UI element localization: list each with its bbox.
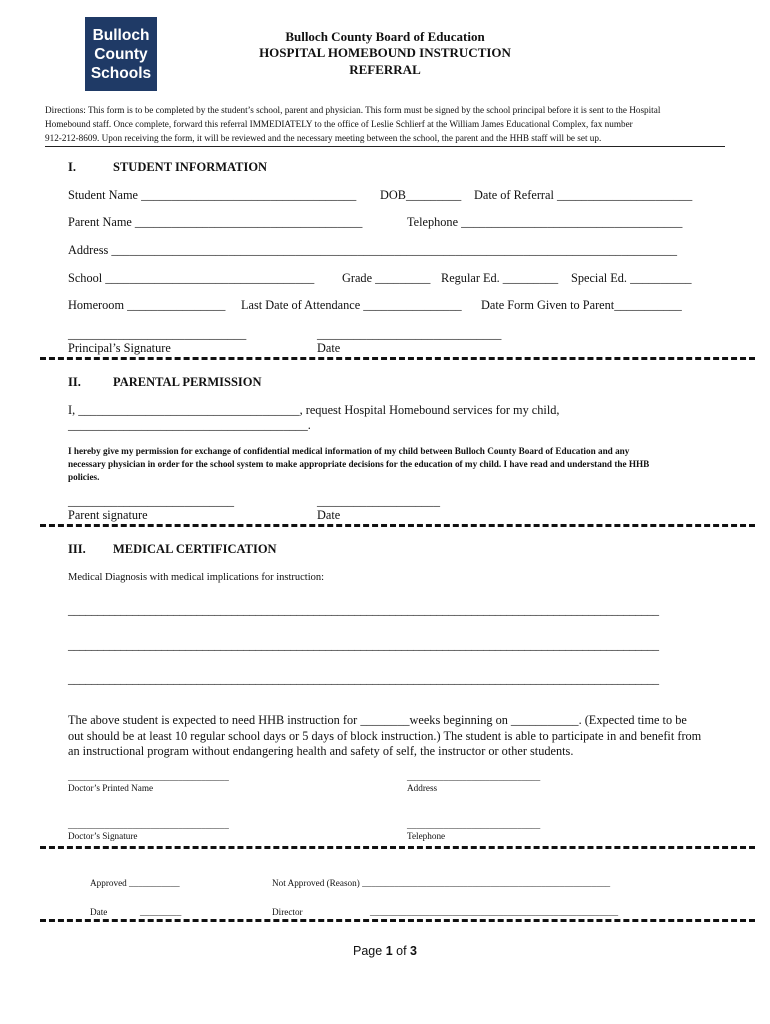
parent-telephone-field[interactable]: Telephone ____________________________________ (407, 215, 683, 229)
address-field[interactable]: Address ____________________________________________________________________________________________ (68, 243, 678, 257)
office-date-line[interactable]: _________ (140, 907, 182, 917)
doctor-printed-name-label: Doctor’s Printed Name (68, 783, 154, 793)
header-rule (45, 146, 725, 147)
principal-date-label: Date (317, 341, 341, 355)
page-current: 1 (385, 944, 393, 958)
last-date-of-attendance-field[interactable]: Last Date of Attendance ________________ (241, 298, 462, 312)
director-label: Director (272, 907, 303, 917)
expected-line-2: out should be at least 10 regular school days or 5 days of block instruction.) The student is able to participate in and benefit from (68, 728, 702, 743)
medical-diagnosis-label: Medical Diagnosis with medical implications for instruction: (68, 572, 325, 583)
parent-date-line[interactable]: ____________________ (317, 494, 440, 508)
directions (45, 103, 725, 145)
doctor-signature-line[interactable]: ___________________________________ (68, 820, 229, 830)
header-form-title: HOSPITAL HOMEBOUND INSTRUCTION (259, 45, 511, 60)
header-organization: Bulloch County Board of Education (285, 29, 485, 44)
section-1-number: I. (68, 160, 76, 174)
homeroom-field[interactable]: Homeroom ________________ (68, 298, 226, 312)
principal-signature-label: Principal’s Signature (68, 341, 171, 355)
section-2-title: PARENTAL PERMISSION (113, 375, 262, 389)
directions-line-1: Directions: This form is to be completed by the student’s school, parent and physician. This form must be signed by the school principal before it is sent to the Hospital (45, 105, 661, 115)
diagnosis-line-3[interactable]: _____________________________________________________________________________________________________ (68, 672, 659, 686)
page-total: 3 (410, 944, 417, 958)
consent-line-1: I hereby give my permission for exchange of confidential medical information of my child between Bulloch County Board of Education and any (68, 446, 630, 456)
director-signature-line[interactable]: ______________________________________________________ (370, 907, 619, 917)
page-of: of (392, 944, 411, 958)
section-3-title: MEDICAL CERTIFICATION (113, 542, 277, 556)
consent-line-2: necessary physician in order for the school system to make appropriate decisions for the education of my child. I have read and understand the HHB (68, 459, 650, 469)
parent-signature-label: Parent signature (68, 508, 148, 522)
parent-request-line-1[interactable]: I, ____________________________________, request Hospital Homebound services for my child, (68, 403, 560, 417)
logo-line-1: Bulloch (92, 26, 150, 44)
page-number (0, 944, 770, 958)
regular-ed-field[interactable]: Regular Ed. _________ (441, 271, 559, 285)
section-divider-3 (40, 846, 755, 849)
principal-signature-line[interactable]: _____________________________ (68, 327, 247, 341)
approved-field[interactable]: Approved ___________ (90, 878, 180, 888)
section-divider-1 (40, 357, 755, 360)
expected-duration-statement (68, 713, 718, 760)
diagnosis-line-2[interactable]: _____________________________________________________________________________________________________ (68, 638, 659, 652)
dob-field[interactable]: DOB_________ (380, 188, 462, 202)
parent-date-label: Date (317, 508, 341, 522)
parent-signature-line[interactable]: ___________________________ (68, 494, 235, 508)
page-prefix: Page (353, 944, 386, 958)
diagnosis-line-1[interactable]: _____________________________________________________________________________________________________ (68, 603, 659, 617)
doctor-telephone-label: Telephone (407, 831, 446, 841)
date-form-given-field[interactable]: Date Form Given to Parent___________ (481, 298, 682, 312)
section-divider-4 (40, 919, 755, 922)
school-field[interactable]: School __________________________________ (68, 271, 315, 285)
parent-name-field[interactable]: Parent Name _____________________________________ (68, 215, 363, 229)
doctor-address-label: Address (407, 783, 438, 793)
doctor-address-line[interactable]: _____________________________ (407, 772, 541, 782)
section-1-title: STUDENT INFORMATION (113, 160, 268, 174)
logo-line-3: Schools (90, 64, 152, 82)
doctor-telephone-line[interactable]: _____________________________ (407, 820, 541, 830)
special-ed-field[interactable]: Special Ed. __________ (571, 271, 692, 285)
header-referral: REFERRAL (349, 62, 421, 77)
office-date-label: Date (90, 907, 108, 917)
section-2-number: II. (68, 375, 81, 389)
date-of-referral-field[interactable]: Date of Referral ______________________ (474, 188, 693, 202)
expected-line-3: an instructional program without endangering health and safety of self, the instructor or other students. (68, 744, 574, 758)
school-logo (85, 17, 157, 91)
parent-request-line-2[interactable]: _______________________________________. (68, 418, 311, 432)
grade-field[interactable]: Grade _________ (342, 271, 431, 285)
not-approved-reason-field[interactable]: Not Approved (Reason) ______________________________________________________ (272, 878, 611, 888)
student-name-field[interactable]: Student Name ___________________________________ (68, 188, 357, 202)
consent-statement (68, 445, 718, 484)
expected-line-1[interactable]: The above student is expected to need HHB instruction for ________weeks beginning on ___________. (Expected time to be (68, 713, 687, 727)
directions-line-2: Homebound staff. Once complete, forward this referral IMMEDIATELY to the office of Leslie Schlierf at the William James Educational Complex, fax number (45, 119, 633, 129)
principal-date-line[interactable]: ______________________________ (317, 327, 502, 341)
section-3-number: III. (68, 542, 86, 556)
section-divider-2 (40, 524, 755, 527)
doctor-printed-name-line[interactable]: ___________________________________ (68, 772, 229, 782)
doctor-signature-label: Doctor’s Signature (68, 831, 138, 841)
logo-line-2: County (94, 45, 148, 63)
directions-line-3: 912-212-8609. Upon receiving the form, it will be reviewed and the necessary meeting between the school, the parent and the HHB staff will be set up. (45, 133, 602, 143)
consent-line-3: policies. (68, 472, 100, 482)
